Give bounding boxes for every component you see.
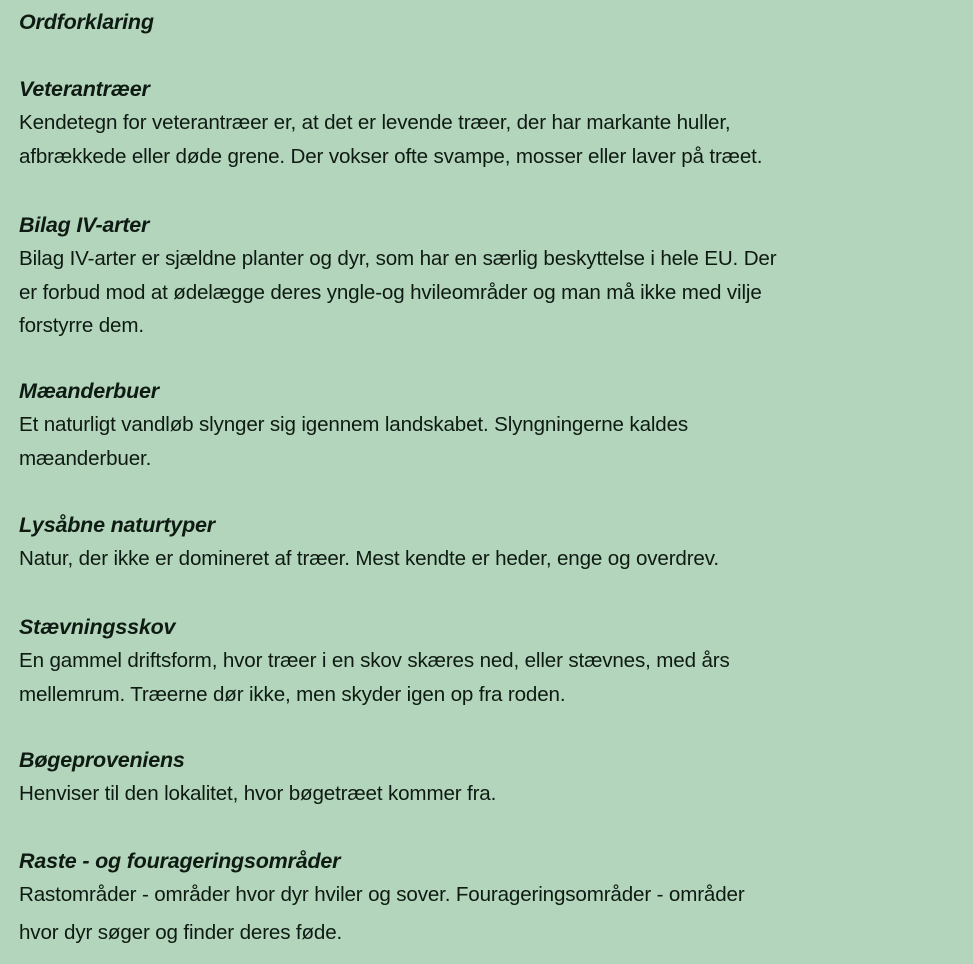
- definition-line: Bilag IV-arter er sjældne planter og dyr, som har en særlig beskyttelse i hele EU. Der: [19, 247, 777, 270]
- term-definition: [19, 777, 969, 811]
- term-heading: Bøgeproveniens: [19, 748, 185, 772]
- definition-line: Natur, der ikke er domineret af træer. Mest kendte er heder, enge og overdrev.: [19, 547, 719, 570]
- definition-line: afbrækkede eller døde grene. Der vokser ofte svampe, mosser eller laver på træet.: [19, 144, 763, 168]
- term-definition: [19, 106, 969, 173]
- page-title: Ordforklaring: [19, 10, 154, 34]
- term-definition: [19, 242, 969, 343]
- glossary-entry-staevningsskov: [19, 611, 969, 711]
- term-heading: Bilag IV-arter: [19, 213, 150, 237]
- definition-line: mæanderbuer.: [19, 446, 152, 470]
- definition-line: hvor dyr søger og finder deres føde.: [19, 920, 343, 944]
- term-heading: Mæanderbuer: [19, 379, 159, 403]
- glossary-entry-veterantraeer: [19, 73, 969, 173]
- term-heading: Raste - og fourageringsområder: [19, 849, 341, 873]
- definition-line: er forbud mod at ødelægge deres yngle-og hvileområder og man må ikke med vilje: [19, 280, 762, 304]
- definition-line: forstyrre dem.: [19, 314, 144, 337]
- glossary-entry-lysaabne-naturtyper: [19, 509, 969, 576]
- term-definition: [19, 408, 969, 475]
- term-definition: [19, 878, 969, 954]
- glossary-entry-raste-og-fourageringsomraader: [19, 845, 969, 954]
- term-definition: [19, 644, 969, 711]
- definition-line: Et naturligt vandløb slynger sig igennem landskabet. Slyngningerne kaldes: [19, 413, 689, 436]
- term-heading: Veterantræer: [19, 77, 150, 101]
- definition-line: mellemrum. Træerne dør ikke, men skyder igen op fra roden.: [19, 682, 566, 706]
- glossary-entry-bilag-iv-arter: [19, 209, 969, 343]
- term-heading: Stævningsskov: [19, 615, 176, 639]
- glossary-entry-boegeproveniens: [19, 744, 969, 811]
- term-definition: [19, 542, 969, 576]
- definition-line: Kendetegn for veterantræer er, at det er levende træer, der har markante huller,: [19, 111, 731, 134]
- definition-line: En gammel driftsform, hvor træer i en skov skæres ned, eller stævnes, med års: [19, 649, 730, 672]
- glossary-entry-maeanderbuer: [19, 375, 969, 475]
- definition-line: Henviser til den lokalitet, hvor bøgetræet kommer fra.: [19, 782, 497, 805]
- definition-line: Rastområder - områder hvor dyr hviler og sover. Fourageringsområder - områder: [19, 883, 745, 906]
- term-heading: Lysåbne naturtyper: [19, 513, 215, 537]
